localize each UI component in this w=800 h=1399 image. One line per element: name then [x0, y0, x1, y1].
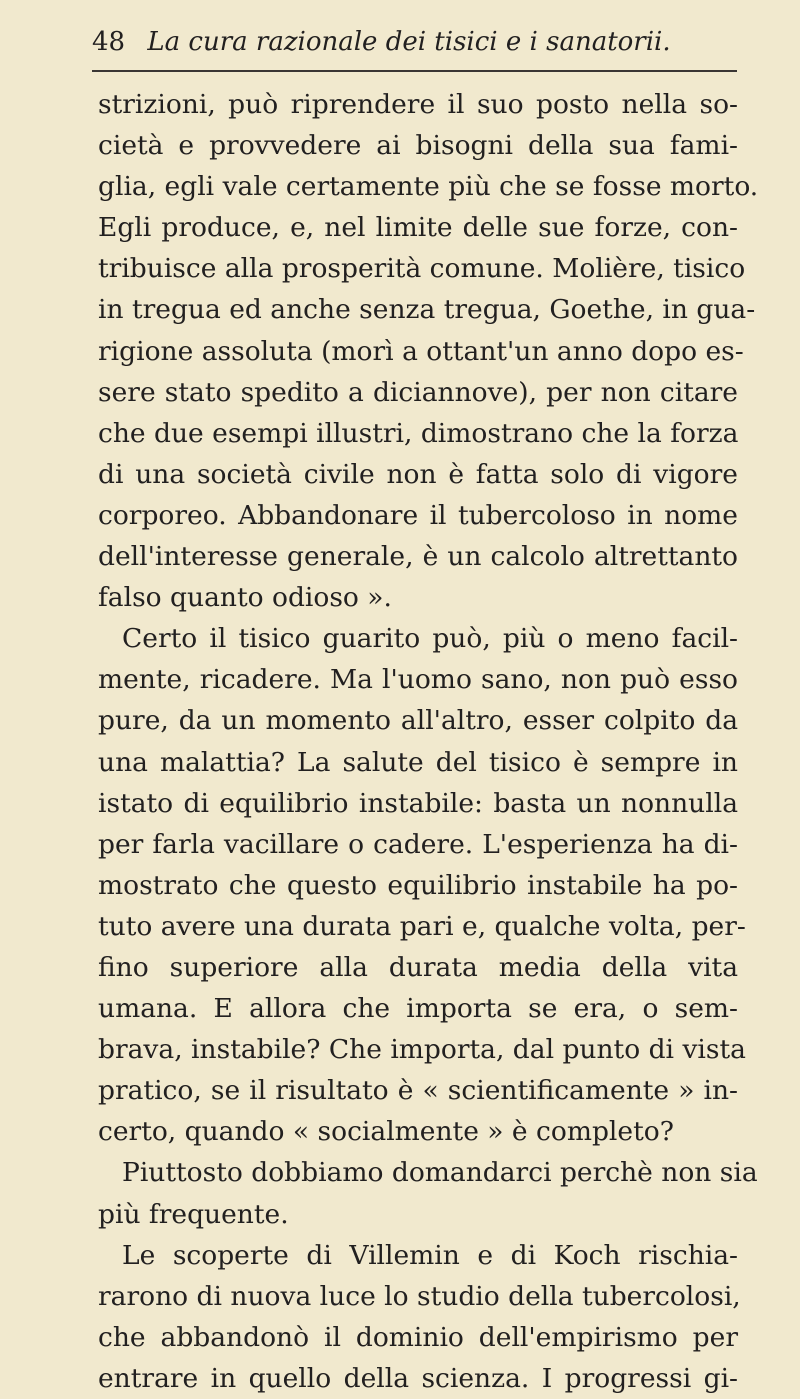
text-line: pure, da un momento all'altro, esser colpito da	[98, 705, 738, 737]
text-line: mente, ricadere. Ma l'uomo sano, non può esso	[98, 664, 738, 696]
text-line: Le scoperte di Villemin e di Koch rischia-	[122, 1239, 738, 1271]
text-line: mostrato che questo equilibrio instabile ha po-	[98, 869, 738, 901]
text-line: umana. E allora che importa se era, o sem-	[98, 993, 738, 1025]
header-rule	[92, 70, 737, 72]
text-line: dell'interesse generale, è un calcolo altrettanto	[98, 541, 738, 573]
text-line: Egli produce, e, nel limite delle sue forze, con-	[98, 212, 738, 244]
page-header	[92, 22, 752, 62]
text-line: di una società civile non è fatta solo di vigore	[98, 458, 738, 490]
text-line: strizioni, può riprendere il suo posto nella so-	[98, 89, 738, 120]
text-line: cietà e provvedere ai bisogni della sua fami-	[98, 130, 738, 162]
text-line: fino superiore alla durata media della vita	[98, 951, 738, 983]
text-line: certo, quando « socialmente » è completo?	[98, 1116, 674, 1148]
text-line: per farla vacillare o cadere. L'esperienza ha di-	[98, 828, 738, 860]
text-line: falso quanto odioso ».	[98, 582, 392, 614]
text-line: una malattia? La salute del tisico è sempre in	[98, 746, 738, 778]
text-line: pratico, se il risultato è « scientificamente » in-	[98, 1075, 738, 1107]
text-line: rarono di nuova luce lo studio della tubercolosi,	[98, 1280, 741, 1312]
text-line: brava, instabile? Che importa, dal punto di vista	[98, 1034, 746, 1066]
text-line: entrare in quello della scienza. I progressi gi-	[98, 1362, 738, 1394]
text-line: sere stato spedito a diciannove), per non citare	[98, 376, 738, 408]
text-line: che due esempi illustri, dimostrano che la forza	[98, 417, 739, 449]
page-number: 48	[92, 27, 126, 57]
text-line: Piuttosto dobbiamo domandarci perchè non sia	[122, 1157, 758, 1189]
text-line: tuto avere una durata pari e, qualche volta, per-	[98, 910, 746, 942]
text-line: tribuisce alla prosperità comune. Molière, tisico	[98, 253, 746, 285]
text-line: rigione assoluta (morì a ottant'un anno dopo es-	[98, 335, 744, 367]
text-line: glia, egli vale certamente più che se fosse morto.	[98, 171, 759, 203]
text-line: che abbandonò il dominio dell'empirismo per	[98, 1321, 738, 1353]
text-line: più frequente.	[98, 1198, 289, 1230]
text-line: Certo il tisico guarito può, più o meno facil-	[122, 623, 738, 655]
text-line: corporeo. Abbandonare il tubercoloso in nome	[98, 499, 738, 531]
text-line: istato di equilibrio instabile: basta un nonnulla	[98, 787, 738, 819]
text-line: in tregua ed anche senza tregua, Goethe, in gua-	[98, 294, 756, 326]
body-text	[98, 84, 759, 1399]
running-title: La cura razionale dei tisici e i sanatorii.	[147, 27, 671, 57]
